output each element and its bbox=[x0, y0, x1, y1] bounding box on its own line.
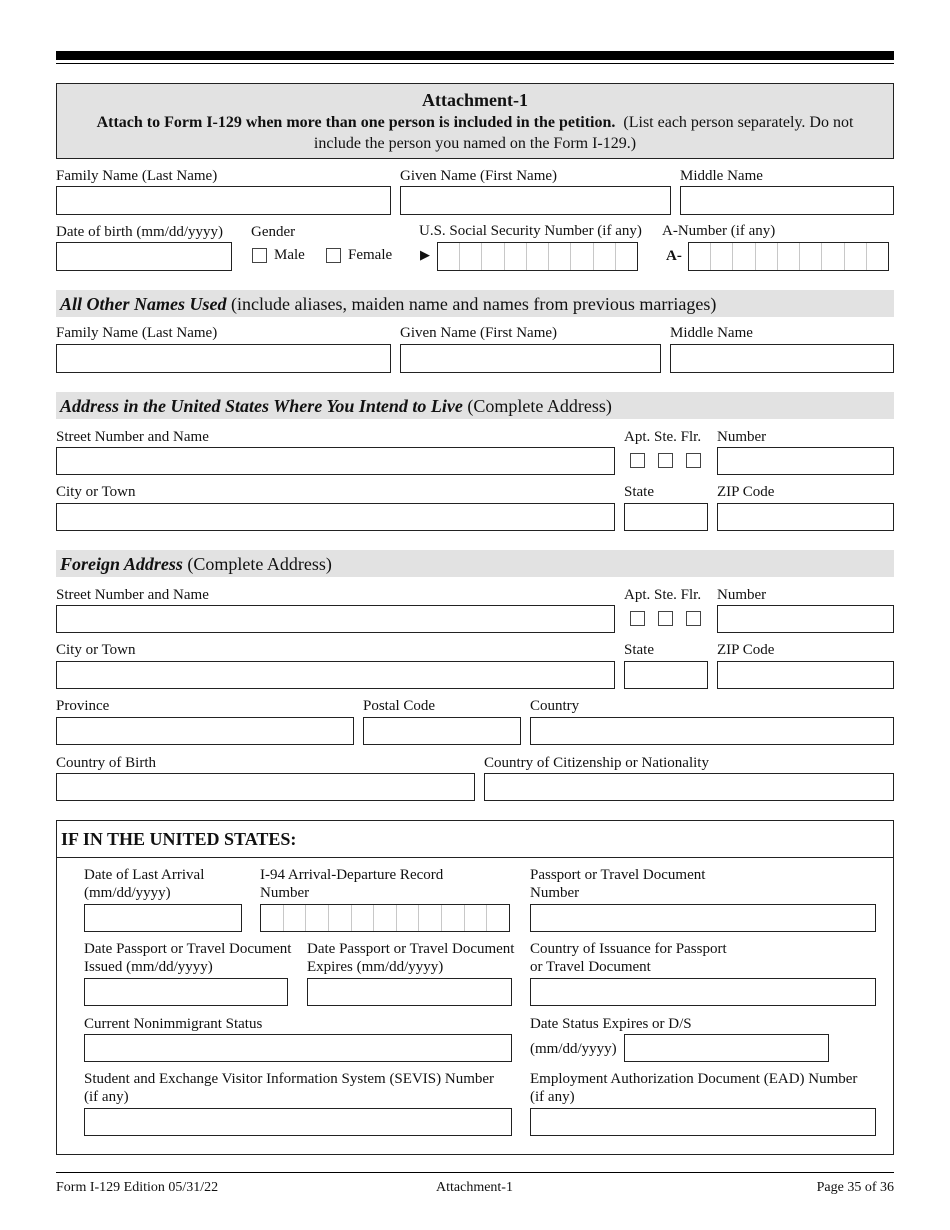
footer-rule bbox=[56, 1172, 894, 1173]
foreign-street-label: Street Number and Name bbox=[56, 587, 209, 603]
us-ste-checkbox[interactable] bbox=[658, 453, 673, 468]
last-arrival-input[interactable] bbox=[84, 904, 242, 932]
issuance-country-label: Country of Issuance for Passport or Travel Document bbox=[530, 941, 727, 975]
us-number-input[interactable] bbox=[717, 447, 894, 475]
other-given-name-label: Given Name (First Name) bbox=[400, 325, 558, 341]
family-name-input[interactable] bbox=[56, 186, 391, 215]
sevis-label: Student and Exchange Visitor Information System (SEVIS) Number (if any) bbox=[84, 1071, 495, 1105]
ssn-arrow-icon: ▶ bbox=[420, 247, 430, 262]
us-address-heading bbox=[56, 392, 894, 419]
foreign-state-label: State bbox=[624, 642, 654, 658]
passport-expires-input[interactable] bbox=[307, 978, 512, 1006]
us-zip-input[interactable] bbox=[717, 503, 894, 531]
foreign-flr-checkbox[interactable] bbox=[686, 611, 701, 626]
top-thin-rule bbox=[56, 63, 894, 64]
province-label: Province bbox=[56, 698, 110, 714]
dob-label: Date of birth (mm/dd/yyyy) bbox=[56, 224, 224, 240]
footer-page-number: Page 35 of 36 bbox=[816, 1180, 894, 1195]
dob-input[interactable] bbox=[56, 242, 232, 271]
gender-male-label: Male bbox=[274, 247, 305, 263]
gender-female-label: Female bbox=[348, 247, 393, 263]
top-thick-rule bbox=[56, 51, 894, 60]
foreign-city-input[interactable] bbox=[56, 661, 615, 689]
foreign-address-heading bbox=[56, 550, 894, 577]
other-names-heading-rest: (include aliases, maiden name and names from previous marriages) bbox=[226, 294, 717, 314]
postal-code-label: Postal Code bbox=[363, 698, 436, 714]
foreign-apt-label: Apt. Ste. Flr. bbox=[624, 587, 702, 603]
attachment-instruction bbox=[57, 112, 893, 154]
citizenship-label: Country of Citizenship or Nationality bbox=[484, 755, 709, 771]
in-us-heading: IF IN THE UNITED STATES: bbox=[61, 829, 297, 849]
other-family-name-input[interactable] bbox=[56, 344, 391, 373]
ssn-input[interactable] bbox=[437, 242, 638, 271]
footer-form-edition: Form I-129 Edition 05/31/22 bbox=[56, 1180, 219, 1195]
other-middle-name-label: Middle Name bbox=[670, 325, 753, 341]
a-number-label: A-Number (if any) bbox=[662, 223, 776, 239]
given-name-label: Given Name (First Name) bbox=[400, 168, 558, 184]
passport-issued-input[interactable] bbox=[84, 978, 288, 1006]
sevis-input[interactable] bbox=[84, 1108, 512, 1136]
citizenship-input[interactable] bbox=[484, 773, 894, 801]
passport-number-input[interactable] bbox=[530, 904, 876, 932]
instruction-rest-2: include the person you named on the Form I-129.) bbox=[313, 135, 637, 152]
ssn-label: U.S. Social Security Number (if any) bbox=[419, 223, 642, 239]
nonimmigrant-status-label: Current Nonimmigrant Status bbox=[84, 1016, 263, 1032]
us-apt-label: Apt. Ste. Flr. bbox=[624, 429, 702, 445]
status-expires-input[interactable] bbox=[624, 1034, 829, 1062]
us-number-label: Number bbox=[717, 429, 767, 445]
postal-code-input[interactable] bbox=[363, 717, 521, 745]
country-input[interactable] bbox=[530, 717, 894, 745]
attachment-title: Attachment-1 bbox=[422, 90, 528, 110]
i94-label: I-94 Arrival-Departure Record Number bbox=[260, 867, 444, 901]
foreign-apt-checkbox[interactable] bbox=[630, 611, 645, 626]
attachment-header bbox=[56, 83, 894, 159]
other-family-name-label: Family Name (Last Name) bbox=[56, 325, 218, 341]
issuance-country-input[interactable] bbox=[530, 978, 876, 1006]
us-address-heading-bold: Address in the United States Where You Intend to Live bbox=[60, 396, 463, 416]
given-name-input[interactable] bbox=[400, 186, 671, 215]
foreign-number-label: Number bbox=[717, 587, 767, 603]
passport-number-label: Passport or Travel Document Number bbox=[530, 867, 706, 901]
status-expires-format: (mm/dd/yyyy) bbox=[530, 1041, 617, 1057]
other-names-heading-bold: All Other Names Used bbox=[60, 294, 227, 314]
footer-center: Attachment-1 bbox=[436, 1180, 513, 1195]
middle-name-label: Middle Name bbox=[680, 168, 763, 184]
other-middle-name-input[interactable] bbox=[670, 344, 894, 373]
gender-label: Gender bbox=[251, 224, 296, 240]
passport-expires-label: Date Passport or Travel Document Expires (mm/dd/yyyy) bbox=[307, 941, 515, 975]
country-of-birth-input[interactable] bbox=[56, 773, 475, 801]
middle-name-input[interactable] bbox=[680, 186, 894, 215]
foreign-state-input[interactable] bbox=[624, 661, 708, 689]
other-given-name-input[interactable] bbox=[400, 344, 661, 373]
ead-input[interactable] bbox=[530, 1108, 876, 1136]
ead-label: Employment Authorization Document (EAD) Number (if any) bbox=[530, 1071, 858, 1105]
us-state-input[interactable] bbox=[624, 503, 708, 531]
country-label: Country bbox=[530, 698, 580, 714]
us-street-input[interactable] bbox=[56, 447, 615, 475]
foreign-number-input[interactable] bbox=[717, 605, 894, 633]
province-input[interactable] bbox=[56, 717, 354, 745]
last-arrival-label: Date of Last Arrival (mm/dd/yyyy) bbox=[84, 867, 205, 901]
foreign-street-input[interactable] bbox=[56, 605, 615, 633]
country-of-birth-label: Country of Birth bbox=[56, 755, 156, 771]
foreign-zip-input[interactable] bbox=[717, 661, 894, 689]
us-street-label: Street Number and Name bbox=[56, 429, 209, 445]
us-city-input[interactable] bbox=[56, 503, 615, 531]
foreign-address-heading-rest: (Complete Address) bbox=[182, 554, 332, 574]
nonimmigrant-status-input[interactable] bbox=[84, 1034, 512, 1062]
instruction-bold: Attach to Form I-129 when more than one person is included in the petition. bbox=[96, 114, 616, 131]
gender-male-checkbox[interactable] bbox=[252, 248, 267, 263]
us-flr-checkbox[interactable] bbox=[686, 453, 701, 468]
instruction-rest-1: (List each person separately. Do not bbox=[623, 114, 854, 131]
foreign-zip-label: ZIP Code bbox=[717, 642, 775, 658]
us-state-label: State bbox=[624, 484, 654, 500]
us-zip-label: ZIP Code bbox=[717, 484, 775, 500]
foreign-city-label: City or Town bbox=[56, 642, 136, 658]
other-names-heading bbox=[56, 290, 894, 317]
foreign-address-heading-bold: Foreign Address bbox=[60, 554, 183, 574]
in-us-heading-rule bbox=[57, 857, 893, 858]
i94-input[interactable] bbox=[260, 904, 510, 932]
family-name-label: Family Name (Last Name) bbox=[56, 168, 218, 184]
us-city-label: City or Town bbox=[56, 484, 136, 500]
us-address-heading-rest: (Complete Address) bbox=[462, 396, 612, 416]
status-expires-label: Date Status Expires or D/S bbox=[530, 1016, 692, 1032]
a-number-input[interactable] bbox=[688, 242, 889, 271]
us-apt-checkbox[interactable] bbox=[630, 453, 645, 468]
foreign-ste-checkbox[interactable] bbox=[658, 611, 673, 626]
passport-issued-label: Date Passport or Travel Document Issued (mm/dd/yyyy) bbox=[84, 941, 292, 975]
gender-female-checkbox[interactable] bbox=[326, 248, 341, 263]
a-number-prefix: A- bbox=[666, 248, 682, 264]
